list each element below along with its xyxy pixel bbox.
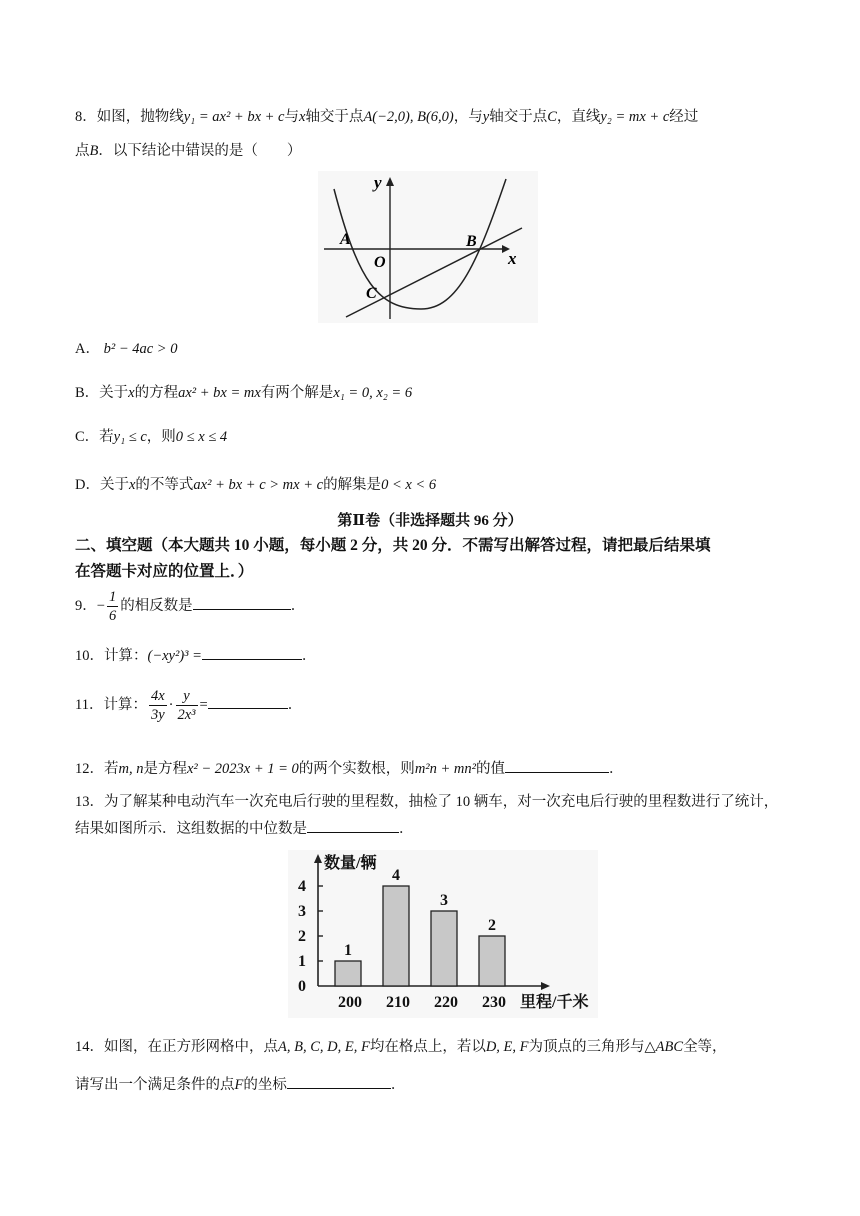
y-tick-label: 4 bbox=[298, 878, 306, 895]
q8-text: 点 bbox=[75, 143, 90, 159]
q8-option-b[interactable] bbox=[75, 383, 412, 403]
q14-triangle: △ABC bbox=[644, 1039, 684, 1055]
q8-text: 轴交于点 bbox=[305, 109, 364, 125]
x-tick-label: 210 bbox=[386, 994, 410, 1011]
frac-numerator: 1 bbox=[108, 589, 117, 605]
q8-text: 轴交于点 bbox=[489, 109, 548, 125]
section2-heading-line2: 在答题卡对应的位置上．） bbox=[75, 563, 254, 580]
option-label: C． bbox=[75, 429, 100, 445]
option-sol: 0 ≤ x ≤ 4 bbox=[175, 429, 228, 445]
q8-text: 与 bbox=[284, 109, 299, 125]
label-x: x bbox=[508, 249, 517, 268]
q11 bbox=[75, 687, 302, 724]
q8-option-c[interactable] bbox=[75, 427, 227, 447]
q14-line2 bbox=[75, 1074, 405, 1095]
q8-var-x: x bbox=[299, 109, 306, 125]
option-text: 关于 bbox=[99, 477, 129, 493]
q9-fraction bbox=[107, 588, 118, 625]
q12-text: 的两个实数根，则 bbox=[298, 761, 415, 777]
q9-text: 的相反数是 bbox=[120, 597, 193, 614]
q8-option-a[interactable] bbox=[75, 339, 177, 359]
q14-text: 的坐标 bbox=[243, 1077, 287, 1093]
option-sol: x₁ = 0, x₂ = 6 bbox=[333, 385, 413, 401]
option-text: 的解集是 bbox=[323, 477, 382, 493]
q11-fraction-2 bbox=[176, 687, 198, 724]
q11-end: ． bbox=[287, 696, 303, 713]
q12-text: 的值 bbox=[475, 761, 505, 777]
option-text: 的方程 bbox=[134, 385, 179, 401]
section2-heading-line1: 二、填空题（本大题共 10 小题，每小题 2 分，共 20 分．不需写出解答过程，请把最后结果填 bbox=[75, 537, 711, 554]
bar bbox=[335, 961, 361, 986]
y-tick-label: 1 bbox=[298, 953, 306, 970]
label-a: A bbox=[340, 231, 351, 248]
frac-denominator: 2x³ bbox=[177, 707, 196, 723]
q12-vars: m, n bbox=[118, 761, 144, 777]
frac-denominator: 6 bbox=[108, 608, 117, 624]
option-label: B． bbox=[75, 385, 100, 401]
q8-eq-line: y₂ = mx + c bbox=[600, 109, 670, 125]
q14-text: 均在格点上，若以 bbox=[369, 1039, 486, 1055]
q8-text: 8．如图，抛物线 bbox=[75, 109, 184, 125]
q13-line1: 13．为了解某种电动汽车一次充电后行驶的里程数，抽检了 10 辆车，对一次充电后行驶的里程数进行了统计， bbox=[75, 794, 779, 810]
label-o: O bbox=[374, 254, 386, 271]
q12-end: ． bbox=[608, 761, 624, 777]
q10-number: 10．计算： bbox=[75, 648, 148, 664]
q14-points: A, B, C, D, E, F bbox=[278, 1039, 370, 1055]
q10-expr: (−xy²)³ = bbox=[147, 648, 202, 664]
option-text: 关于 bbox=[99, 385, 129, 401]
y-tick-label: 0 bbox=[298, 978, 306, 995]
bar-value-label: 2 bbox=[488, 917, 496, 934]
q11-answer-blank[interactable] bbox=[208, 694, 288, 709]
q14-line1 bbox=[75, 1037, 727, 1057]
option-text: 的不等式 bbox=[135, 477, 194, 493]
q12-answer-blank[interactable] bbox=[505, 758, 609, 773]
q13-end: ． bbox=[399, 821, 414, 837]
bar-value-label: 3 bbox=[440, 892, 448, 909]
label-b: B bbox=[466, 233, 477, 250]
q8-var-b: B bbox=[89, 143, 99, 159]
q8-eq-parabola: y₁ = ax² + bx + c bbox=[183, 109, 285, 125]
mileage-bar-chart bbox=[288, 850, 598, 1018]
q14-text: 全等， bbox=[683, 1039, 727, 1055]
section2-title: 第Ⅱ卷（非选择题共 96 分） bbox=[337, 513, 523, 529]
q12 bbox=[75, 758, 623, 779]
option-eq: ax² + bx = mx bbox=[178, 385, 261, 401]
q14-end: ． bbox=[390, 1077, 406, 1093]
x-tick-label: 200 bbox=[338, 994, 362, 1011]
q9 bbox=[75, 588, 305, 625]
bar bbox=[431, 911, 457, 986]
x-axis-label: 里程/千米 bbox=[520, 994, 589, 1011]
option-var: x bbox=[128, 477, 136, 493]
q9-answer-blank[interactable] bbox=[193, 595, 291, 610]
q14-answer-blank[interactable] bbox=[287, 1074, 391, 1089]
q10 bbox=[75, 645, 316, 666]
option-label: A． bbox=[75, 341, 100, 357]
x-tick-label: 230 bbox=[482, 994, 506, 1011]
bar bbox=[479, 936, 505, 986]
frac-denominator: 3y bbox=[150, 707, 165, 723]
bar-value-label: 1 bbox=[344, 942, 352, 959]
q8-text: ．以下结论中错误的是（ ） bbox=[98, 143, 302, 159]
q12-expr: m²n + mn² bbox=[414, 761, 476, 777]
label-c: C bbox=[366, 285, 377, 302]
q9-sign: − bbox=[96, 597, 105, 614]
q8-stem-line2 bbox=[75, 141, 301, 161]
q8-text: ，直线 bbox=[556, 109, 601, 125]
q13-text: 结果如图所示．这组数据的中位数是 bbox=[75, 821, 307, 837]
q14-text: 请写出一个满足条件的点 bbox=[75, 1077, 235, 1093]
q14-text: 14．如图，在正方形网格中，点 bbox=[75, 1039, 278, 1055]
bar bbox=[383, 886, 409, 986]
option-eq: y₁ ≤ c bbox=[113, 429, 147, 445]
q14-points: D, E, F bbox=[485, 1039, 529, 1055]
y-tick-label: 3 bbox=[298, 903, 306, 920]
q10-end: ． bbox=[301, 648, 317, 664]
q8-points: A(−2,0), B(6,0) bbox=[363, 109, 454, 125]
option-text: ，则 bbox=[146, 429, 176, 445]
frac-numerator: y bbox=[176, 687, 198, 706]
q14-text: 为顶点的三角形与 bbox=[528, 1039, 645, 1055]
x-tick-label: 220 bbox=[434, 994, 458, 1011]
q13-line2 bbox=[75, 818, 414, 839]
label-y: y bbox=[374, 173, 382, 192]
frac-numerator: 4x bbox=[150, 688, 165, 704]
y-axis-label: 数量/辆 bbox=[324, 855, 377, 872]
option-label: D． bbox=[75, 477, 100, 493]
bar-value-label: 4 bbox=[392, 867, 400, 884]
q12-equation: x² − 2023x + 1 = 0 bbox=[186, 761, 299, 777]
y-tick-label: 2 bbox=[298, 928, 306, 945]
q11-equals: = bbox=[199, 696, 208, 713]
option-eq: ax² + bx + c > mx + c bbox=[193, 477, 324, 493]
q10-answer-blank[interactable] bbox=[202, 645, 302, 660]
q8-text: ，与 bbox=[453, 109, 483, 125]
option-var: x bbox=[128, 385, 135, 401]
q13-answer-blank[interactable] bbox=[307, 818, 399, 833]
q14-var-f: F bbox=[234, 1077, 244, 1093]
option-text: b² − 4ac > 0 bbox=[103, 341, 178, 357]
q11-number: 11．计算： bbox=[75, 696, 147, 713]
q11-dot: · bbox=[168, 696, 174, 713]
q8-var-y: y bbox=[482, 109, 490, 125]
q12-text: 12．若 bbox=[75, 761, 119, 777]
q8-text: 经过 bbox=[669, 109, 699, 125]
q9-end: ． bbox=[290, 597, 306, 614]
option-sol: 0 < x < 6 bbox=[381, 477, 437, 493]
q8-stem-line1 bbox=[75, 107, 698, 127]
q9-number: 9． bbox=[75, 597, 97, 614]
q8-parabola-figure bbox=[318, 171, 538, 323]
q8-option-d[interactable] bbox=[75, 475, 436, 495]
option-text: 若 bbox=[99, 429, 114, 445]
q12-text: 是方程 bbox=[143, 761, 187, 777]
option-text: 有两个解是 bbox=[260, 385, 334, 401]
q8-var-c: C bbox=[547, 109, 557, 125]
q11-fraction-1 bbox=[149, 687, 167, 724]
